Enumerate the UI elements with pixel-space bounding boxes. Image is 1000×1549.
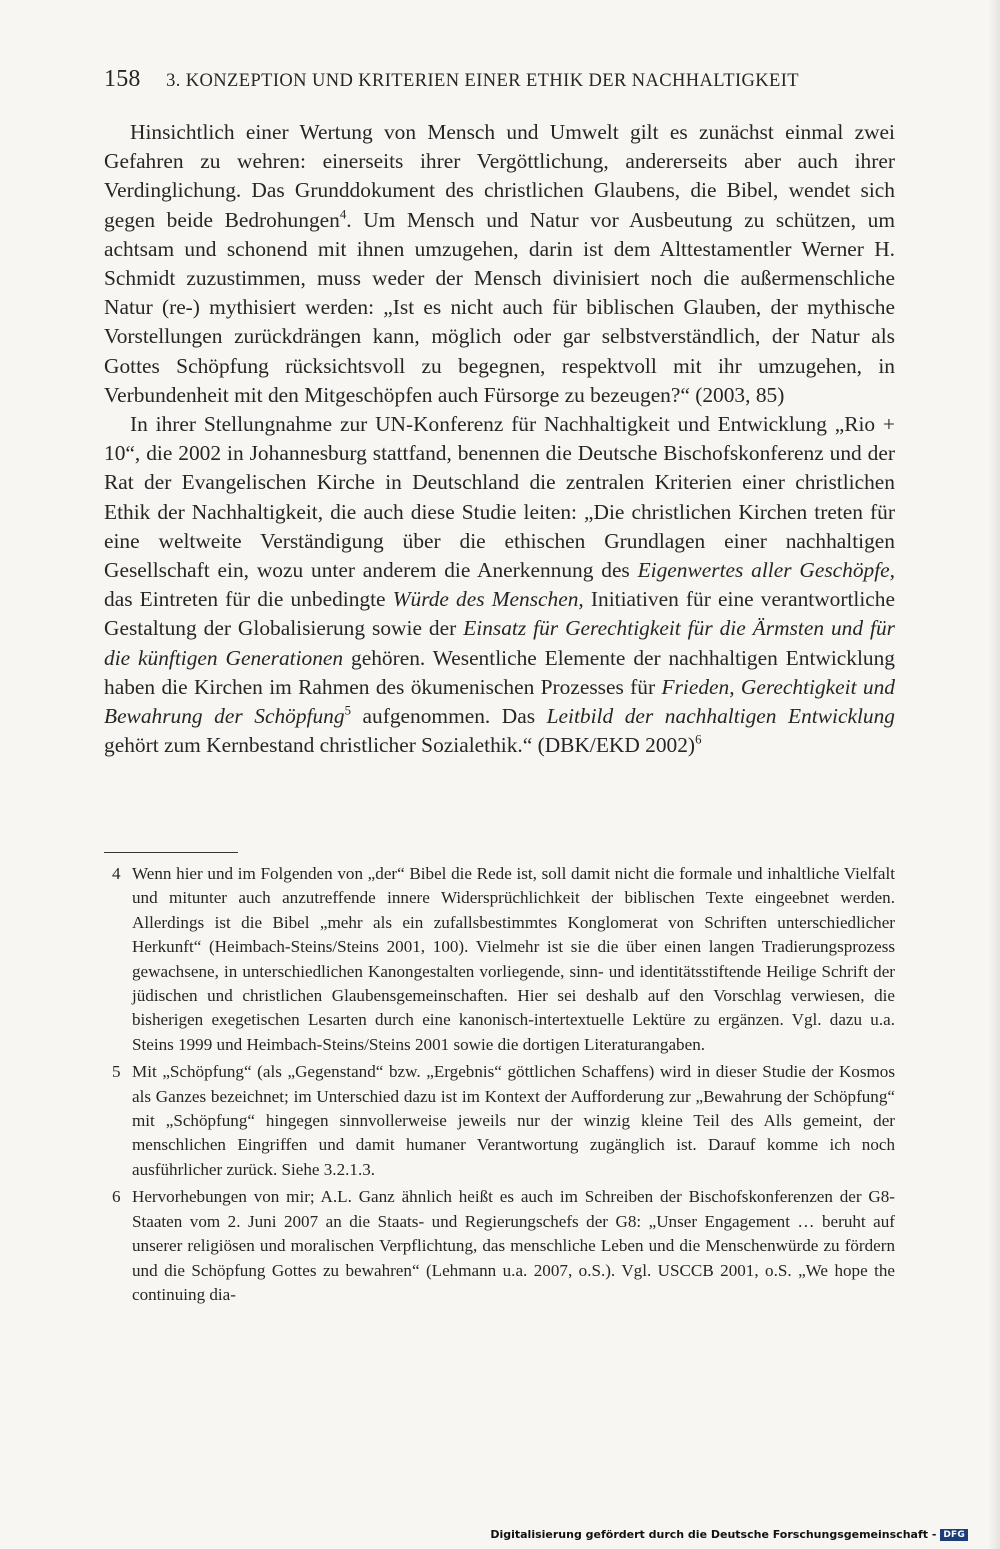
footnote-text: Hervorhebungen von mir; A.L. Ganz ähnlich heißt es auch im Schreiben der Bischofskonferenzen der G8-Staaten vom 2. Juni 2007 an die Staats- und Regierungschefs der G8: „Unser Engagement … beruht auf unserer religiösen und moralischen Verpflichtung, das menschliche Leben und die Menschenwürde zu fördern und die Schöpfung Gottes zu bewahren“ (Lehmann u.a. 2007, o.S.). Vgl. USCCB 2001, o.S. „We hope the continuing dia- bbox=[132, 1187, 895, 1304]
emphasis: Würde des Menschen, bbox=[392, 587, 584, 612]
footnote-4 bbox=[104, 862, 895, 1057]
footnote-ref-5: 5 bbox=[344, 703, 351, 718]
page-number: 158 bbox=[104, 66, 141, 92]
footnote-number: 6 bbox=[112, 1187, 121, 1207]
paragraph-text: das Eintreten für die unbedingte bbox=[104, 587, 393, 612]
footnote-number: 5 bbox=[112, 1062, 121, 1082]
footnote-divider bbox=[104, 852, 238, 853]
emphasis: Eigenwertes aller Geschöpfe, bbox=[637, 558, 896, 583]
main-text bbox=[104, 118, 895, 760]
paragraph-text: Hinsichtlich einer Wertung von Mensch und Umwelt gilt es zunächst einmal zwei Gefahren zu wehren: einerseits ihrer Vergöttlichung, andererseits aber auch ihrer Verdinglichung. Das Grunddokument des christlichen Glaubens, die Bibel, wendet sich gegen beide Bedrohungen bbox=[104, 120, 895, 232]
paragraph-text: aufgenommen. Das bbox=[350, 704, 547, 729]
footnote-6 bbox=[104, 1185, 895, 1307]
footnote-ref-6: 6 bbox=[695, 732, 702, 747]
chapter-title: 3. KONZEPTION UND KRITERIEN EINER ETHIK DER NACHHALTIGKEIT bbox=[166, 71, 799, 91]
paragraph-text: . Um Mensch und Natur vor Ausbeutung zu schützen, um achtsam und schonend mit ihnen umzugehen, darin ist dem Alttestamentler Werner H. Schmidt zuzustimmen, muss weder der Mensch divinisiert noch die außermenschliche Natur (re-) mythisiert werden: „Ist es nicht auch für biblischen Glauben, der mythische Vorstellungen zurückdrängen kann, möglich oder gar selbstverständlich, der Natur als Gottes Schöpfung rücksichtsvoll zu begegnen, respektvoll mit ihr umzugehen, in Verbundenheit mit den Mitgeschöpfen auch Fürsorge zu bezeugen?“ (2003, 85) bbox=[104, 207, 895, 407]
paragraph-text: In ihrer Stellungnahme zur UN-Konferenz für Nachhaltigkeit und Entwicklung „Rio + 10“, die 2002 in Johannesburg stattfand, benennen die Deutsche Bischofskonferenz und der Rat der Evangelischen Kirche in Deutschland die zentralen Kriterien einer christlichen Ethik der Nachhaltigkeit, die auch diese Studie leiten: „Die christlichen Kirchen treten für eine weltweite Verständigung über die ethischen Grundlagen einer nachhaltigen Gesellschaft ein, wozu unter anderem die Anerkennung des bbox=[104, 412, 895, 583]
scan-edge-shadow bbox=[988, 0, 1000, 1549]
paragraph-text: Initiativen für eine verantwortliche Gestaltung der Globalisierung sowie der bbox=[104, 587, 895, 641]
footnote-text: Mit „Schöpfung“ (als „Gegenstand“ bzw. „Ergebnis“ göttlichen Schaffens) wird in dieser Studie der Kosmos als Ganzes bezeichnet; im Unterschied dazu ist im Kontext der Aufforderung zur „Bewahrung der Schöpfung“ mit „Schöpfung“ hingegen sinnvollerweise jeweils nur der winzig kleine Teil des Alls gemeint, der menschlichen Eingriffen und damit humaner Verantwortung zugänglich ist. Darauf komme ich noch ausführlicher zurück. Siehe 3.2.1.3. bbox=[132, 1062, 895, 1179]
emphasis: Frieden, Gerechtigkeit und Bewahrung der Schöpfung bbox=[104, 674, 896, 729]
emphasis: Leitbild der nachhaltigen Entwicklung bbox=[546, 704, 895, 729]
paragraph-1 bbox=[104, 118, 895, 410]
paragraph-2 bbox=[104, 410, 895, 760]
credit-text: Digitalisierung gefördert durch die Deutsche Forschungsgemeinschaft - bbox=[490, 1528, 937, 1541]
dfg-logo: DFG bbox=[940, 1529, 968, 1541]
footnote-ref-4: 4 bbox=[339, 207, 347, 222]
running-head bbox=[104, 64, 904, 96]
footnote-5 bbox=[104, 1060, 895, 1182]
footnotes bbox=[104, 862, 895, 1310]
paragraph-text: gehören. Wesentliche Elemente der nachhaltigen Entwicklung haben die Kirchen im Rahmen des ökumenischen Prozesses für bbox=[104, 645, 896, 699]
footnote-text: Wenn hier und im Folgenden von „der“ Bibel die Rede ist, soll damit nicht die formale und inhaltliche Vielfalt und mitunter auch anzutreffende innere Widersprüchlichkeit der biblischen Texte eingeebnet werden. Allerdings ist die Bibel „mehr als ein zufallsbestimmtes Konglomerat von Schriften unterschiedlicher Herkunft“ (Heimbach-Steins/Steins 2001, 100). Vielmehr ist sie die über einen langen Tradierungsprozess gewachsene, in unterschiedlichen Kanongestalten vorliegende, sinn- und identitätsstiftende Heilige Schrift der jüdischen und christlichen Glaubensgemeinschaften. Hier sei deshalb auf den Vorschlag verwiesen, die bisherigen exegetischen Lesarten durch eine kanonisch-intertextuelle Lektüre zu ergänzen. Vgl. dazu u.a. Steins 1999 und Heimbach-Steins/Steins 2001 sowie die dortigen Literaturangaben. bbox=[132, 864, 895, 1054]
emphasis: Einsatz für Gerechtigkeit für die Ärmsten und für die künftigen Generationen bbox=[104, 616, 895, 670]
paragraph-text: gehört zum Kernbestand christlicher Sozialethik.“ (DBK/EKD 2002) bbox=[104, 733, 696, 758]
digitization-credit bbox=[490, 1528, 968, 1541]
footnote-number: 4 bbox=[112, 864, 121, 883]
